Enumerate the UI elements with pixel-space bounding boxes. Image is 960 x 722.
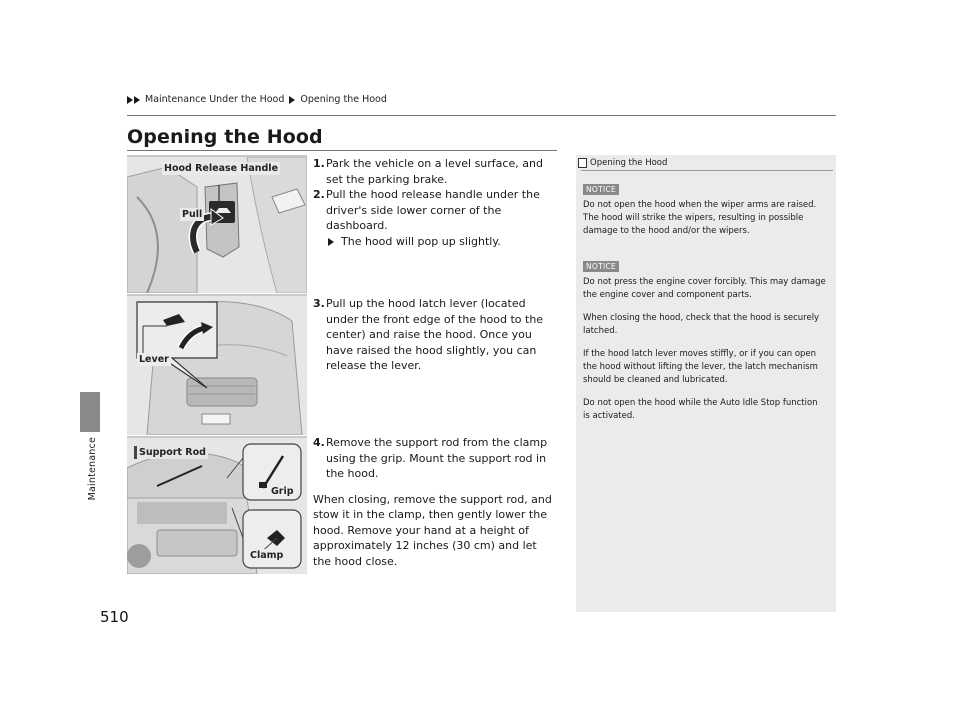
callout-grip: Grip <box>271 486 294 497</box>
note-paragraph-1: When closing the hood, check that the hood is securely latched. <box>583 313 820 336</box>
step-4 <box>313 435 553 482</box>
callout-support-rod: Support Rod <box>134 446 208 459</box>
callout-lever: Lever <box>139 354 169 365</box>
step-number: 4. <box>313 436 325 449</box>
step-text: Pull up the hood latch lever (located under the front edge of the hood to the center) and raise the hood. Once you have raised the hood slightly, you can release the lever. <box>326 297 544 372</box>
callout-pull: Pull <box>182 209 203 220</box>
breadcrumb-current: Opening the Hood <box>300 94 387 105</box>
notice-2-text: Do not press the engine cover forcibly. This may damage the engine cover and component parts. <box>583 277 826 300</box>
step-number: 2. <box>313 188 325 201</box>
header-rule <box>127 115 836 116</box>
step-text: Remove the support rod from the clamp using the grip. Mount the support rod in the hood. <box>326 436 548 480</box>
callout-hood-release-handle: Hood Release Handle <box>164 163 279 174</box>
breadcrumb-arrow-icon <box>127 96 140 104</box>
notice-badge: NOTICE <box>583 261 619 272</box>
callout-clamp: Clamp <box>250 550 284 561</box>
note-paragraph-3: Do not open the hood while the Auto Idle Stop function is activated. <box>583 398 818 421</box>
step-number: 1. <box>313 157 325 170</box>
notes-rule <box>581 170 833 171</box>
figure-hood-release-handle <box>127 155 307 293</box>
notes-heading <box>578 158 667 168</box>
notes-heading-text: Opening the Hood <box>590 158 668 168</box>
step-2-result <box>313 234 561 250</box>
breadcrumb-separator-icon <box>289 96 295 104</box>
steps-3 <box>313 296 561 374</box>
result-arrow-icon <box>328 238 334 246</box>
section-tab-marker <box>80 392 100 432</box>
step-text: Park the vehicle on a level surface, and set the parking brake. <box>326 157 543 186</box>
closing-paragraph: When closing, remove the support rod, and stow it in the clamp, then gently lower the hood. Remove your hand at a height of approximately 12 inches (30 cm) and let the hood close. <box>313 492 552 568</box>
steps-4 <box>313 435 553 569</box>
step-3 <box>313 296 561 374</box>
hood-release-illustration <box>127 157 307 293</box>
steps-1-2 <box>313 156 561 249</box>
breadcrumb-parent[interactable]: Maintenance Under the Hood <box>145 94 285 105</box>
step-2 <box>313 187 561 234</box>
breadcrumb <box>127 94 387 105</box>
note-paragraph-2: If the hood latch lever moves stiffly, or if you can open the hood without lifting the lever, the latch mechanism should be cleaned and lubricated. <box>583 349 818 385</box>
notes-content <box>583 177 826 423</box>
notice-badge: NOTICE <box>583 184 619 195</box>
step-number: 3. <box>313 297 325 310</box>
section-tab-label: Maintenance <box>87 437 98 501</box>
notice-1-text: Do not open the hood when the wiper arms are raised. The hood will strike the wipers, resulting in possible damage to the hood and/or the wipers. <box>583 200 817 236</box>
page-number: 510 <box>100 608 129 626</box>
step-text: Pull the hood release handle under the driver's side lower corner of the dashboard. <box>326 188 540 232</box>
step-result-text: The hood will pop up slightly. <box>341 234 501 248</box>
title-rule <box>127 150 557 151</box>
note-icon <box>578 158 587 168</box>
step-1 <box>313 156 561 187</box>
page-title: Opening the Hood <box>127 126 323 148</box>
